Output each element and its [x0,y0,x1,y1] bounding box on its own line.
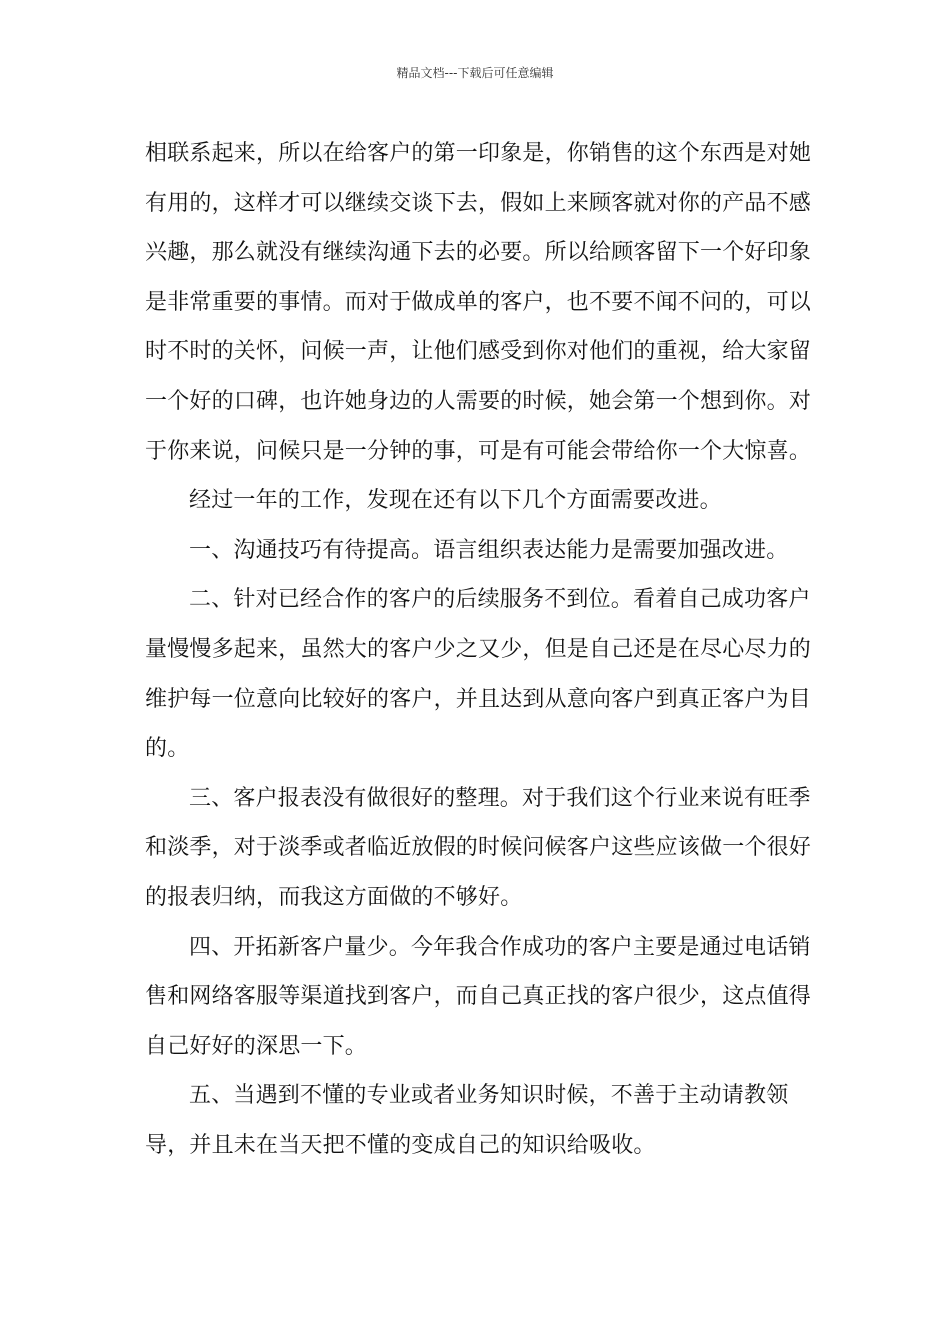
text-line: 导，并且未在当天把不懂的变成自己的知识给吸收。 [145,1132,656,1158]
text-line: 户为目的。 [145,686,812,762]
text-line: 四、开拓新客户量少。今年我合作成功的客户主要是通过电话 [189,934,789,960]
text-line: 一个大惊喜。 [677,438,812,464]
document-body [145,129,821,1170]
text-line: 她有用的，这样才可以继续交谈下去，假如上来顾客就对你的产品 [145,141,812,216]
text-line: 值得自己好好的深思一下。 [145,984,812,1059]
text-line: 三、客户报表没有做很好的整理。对于我们这个行业来说有旺 [189,785,789,811]
page-header: 精品文档---下载后可任意编辑 [396,66,554,80]
paragraph-item-1 [145,526,821,576]
text-line: 不感兴趣，那么就没有继续沟通下去的必要。所以给顾客留下一个 [145,190,812,266]
text-line: 二、针对已经合作的客户的后续服务不到位。看着自己成功客 [189,587,789,613]
paragraph-item-5 [145,1071,821,1170]
paragraph-summary [145,476,821,526]
paragraph-continuation [145,129,821,476]
text-line: 想到你。对于你来说，问候只是一分钟的事，可是有可能会带给你 [145,388,812,464]
text-line: 很好的报表归纳，而我这方面做的不够好。 [145,835,812,910]
text-line: 相联系起来，所以在给客户的第一印象是，你销售的这个东西是对 [145,141,789,166]
text-line: 力的维护每一位意向比较好的客户，并且达到从意向客户到真正客 [145,636,812,712]
text-line: 一、沟通技巧有待提高。语言组织表达能力是需要加强改进。 [189,537,789,563]
paragraph-item-4 [145,923,821,1072]
text-line: 五、当遇到不懂的专业或者业务知识时候，不善于主动请教领 [189,1083,789,1109]
text-line: 给大家留一个好的口碑，也许她身边的人需要的时候，她会第一个 [145,339,812,414]
paragraph-item-3 [145,774,821,923]
text-line: 经过一年的工作，发现在还有以下几个方面需要改进。 [189,488,722,514]
text-line: 销售和网络客服等渠道找到客户，而自己真正找的客户很少，这点 [145,934,811,1010]
text-line: 季和淡季，对于淡季或者临近放假的时候问候客户这些应该做一个 [145,785,811,861]
text-line: 好印象是非常重要的事情。而对于做成单的客户，也不要不闻不问 [145,240,812,315]
text-line: 户量慢慢多起来，虽然大的客户少之又少，但是自己还是在尽心尽 [145,587,811,662]
paragraph-item-2 [145,575,821,773]
text-line: 的，可以时不时的关怀，问候一声，让他们感受到你对他们的重视， [145,289,812,365]
